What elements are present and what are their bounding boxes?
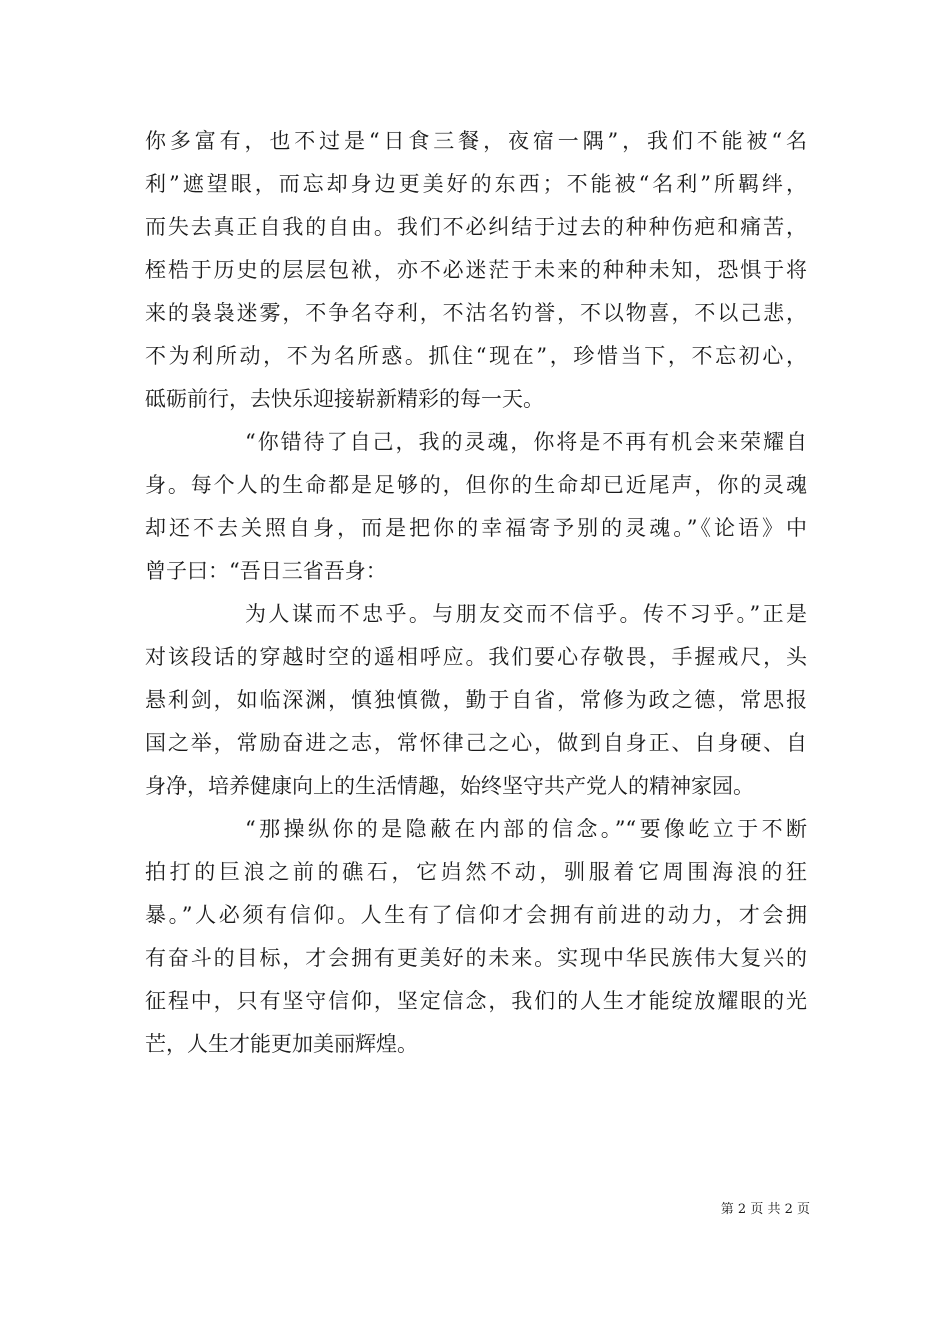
text-line: 国之举，常励奋进之志，常怀律己之心，做到自身正、自身硬、自 — [145, 731, 807, 755]
text-line: 你多富有，也不过是“日食三餐，夜宿一隅”，我们不能被“名 — [145, 129, 807, 153]
text-line: 却还不去关照自身，而是把你的幸福寄予别的灵魂。”《论语》中 — [145, 516, 807, 540]
text-line: 有奋斗的目标，才会拥有更美好的未来。实现中华民族伟大复兴的 — [145, 946, 807, 970]
text-line: 桎梏于历史的层层包袱，亦不必迷茫于未来的种种未知，恐惧于将 — [145, 258, 807, 282]
text-line: 不为利所动，不为名所惑。抓住“现在”，珍惜当下，不忘初心， — [145, 344, 807, 368]
text-line: “那操纵你的是隐蔽在内部的信念。”“要像屹立于不断 — [245, 817, 807, 841]
text-line: 为人谋而不忠乎。与朋友交而不信乎。传不习乎。”正是 — [245, 602, 807, 626]
text-line: 身。每个人的生命都是足够的，但你的生命却已近尾声，你的灵魂 — [145, 473, 807, 497]
page-number-footer: 第 2 页 共 2 页 — [720, 1202, 810, 1217]
text-line: “你错待了自己，我的灵魂，你将是不再有机会来荣耀自 — [245, 430, 807, 454]
text-line: 曾子曰：“吾日三省吾身： — [145, 559, 387, 583]
text-line: 砥砺前行，去快乐迎接崭新精彩的每一天。 — [145, 387, 544, 411]
text-line: 芒，人生才能更加美丽辉煌。 — [145, 1032, 418, 1056]
text-line: 暴。”人必须有信仰。人生有了信仰才会拥有前进的动力，才会拥 — [145, 903, 807, 927]
text-line: 对该段话的穿越时空的遥相呼应。我们要心存敬畏，手握戒尺，头 — [145, 645, 807, 669]
text-line: 身净，培养健康向上的生活情趣，始终坚守共产党人的精神家园。 — [145, 774, 754, 798]
text-line: 拍打的巨浪之前的礁石，它岿然不动，驯服着它周围海浪的狂 — [145, 860, 807, 884]
text-line: 来的袅袅迷雾，不争名夺利，不沽名钓誉，不以物喜，不以己悲， — [145, 301, 807, 325]
text-line: 利”遮望眼，而忘却身边更美好的东西；不能被“名利”所羁绊， — [145, 172, 807, 196]
text-line: 悬利剑，如临深渊，慎独慎微，勤于自省，常修为政之德，常思报 — [145, 688, 807, 712]
body-text — [145, 120, 807, 1066]
text-line: 征程中，只有坚守信仰，坚定信念，我们的人生才能绽放耀眼的光 — [145, 989, 807, 1013]
text-line: 而失去真正自我的自由。我们不必纠结于过去的种种伤疤和痛苦， — [145, 215, 807, 239]
